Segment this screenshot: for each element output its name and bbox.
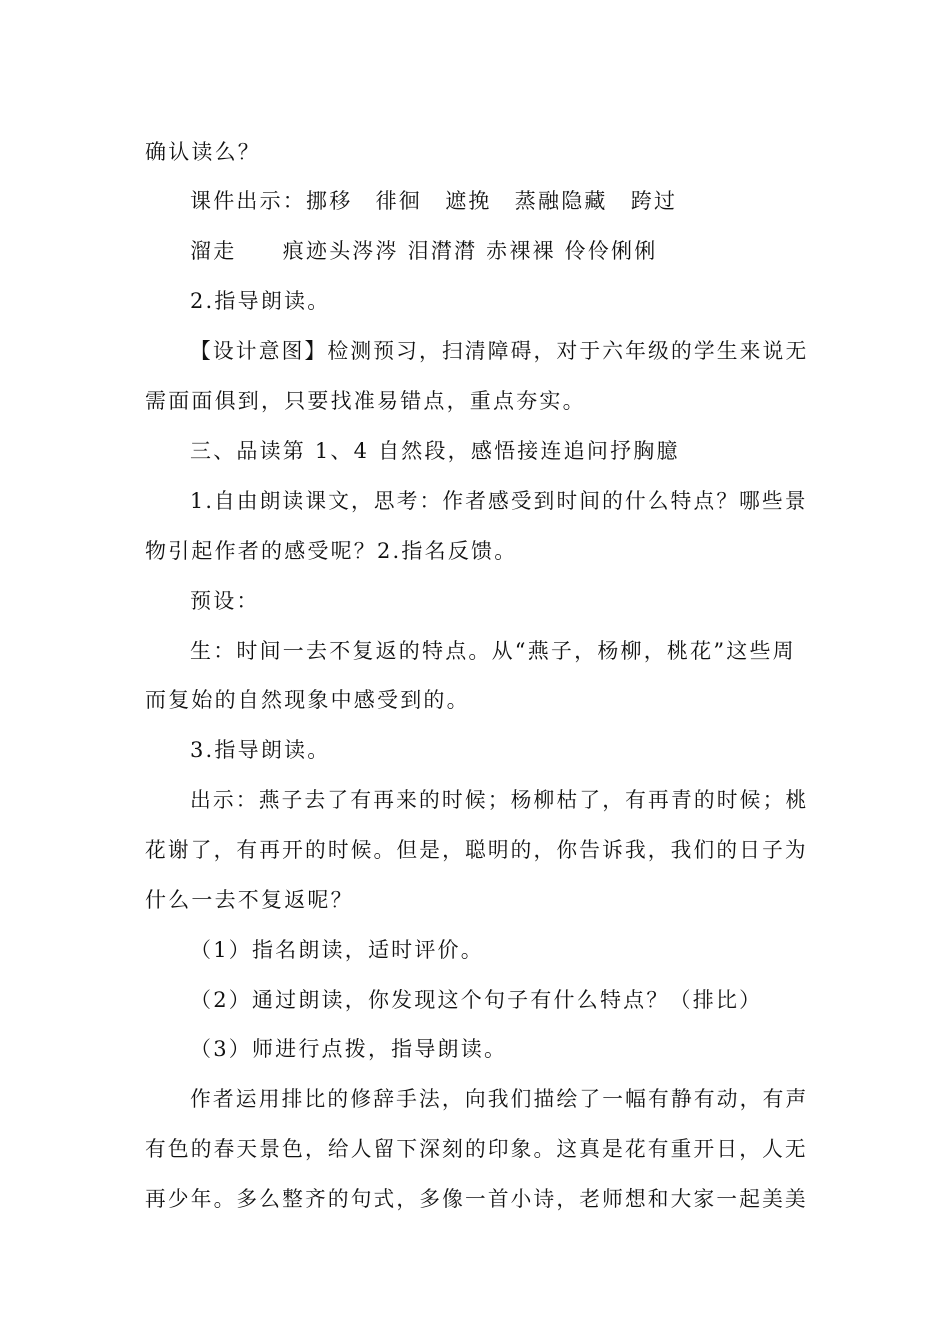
text-line: 1.自由朗读课文，思考：作者感受到时间的什么特点？哪些景 [190, 489, 808, 513]
text-line: 预设： [190, 589, 260, 613]
text-line: 什么一去不复返呢？ [145, 888, 354, 912]
text-line: 而复始的自然现象中感受到的。 [145, 688, 470, 712]
text-line: 2.指导朗读。 [190, 289, 331, 313]
text-line: 作者运用排比的修辞手法，向我们描绘了一幅有静有动，有声 [190, 1087, 809, 1111]
text-line: 物引起作者的感受呢？2.指名反馈。 [145, 539, 518, 563]
text-line: 花谢了，有再开的时候。但是，聪明的，你告诉我，我们的日子为 [145, 838, 808, 862]
text-line: （1）指名朗读，适时评价。 [190, 938, 484, 962]
text-line: 需面面俱到，只要找准易错点，重点夯实。 [145, 389, 586, 413]
design-intent-line: 【设计意图】检测预习，扫清障碍，对于六年级的学生来说无 [190, 339, 809, 363]
text-line: 有色的春天景色，给人留下深刻的印象。这真是花有重开日，人无 [145, 1137, 808, 1161]
text-line: 确认读么？ [145, 140, 261, 164]
text-line: 课件出示：挪移 徘徊 遮挽 蒸融隐藏 跨过 [190, 189, 678, 213]
section-heading: 三、品读第 1、4 自然段，感悟接连追问抒胸臆 [190, 439, 680, 463]
text-line: 生：时间一去不复返的特点。从“燕子，杨柳，桃花”这些周 [190, 639, 796, 663]
text-line: 溜走 痕迹头涔涔 泪潸潸 赤裸裸 伶伶俐俐 [190, 239, 658, 263]
text-line: （3）师进行点拨，指导朗读。 [190, 1037, 508, 1061]
text-line: 3.指导朗读。 [190, 738, 331, 762]
text-line: 再少年。多么整齐的句式，多像一首小诗，老师想和大家一起美美 [145, 1187, 808, 1211]
text-line: （2）通过朗读，你发现这个句子有什么特点？（排比） [190, 988, 763, 1012]
text-line: 出示：燕子去了有再来的时候；杨柳枯了，有再青的时候；桃 [190, 788, 809, 812]
